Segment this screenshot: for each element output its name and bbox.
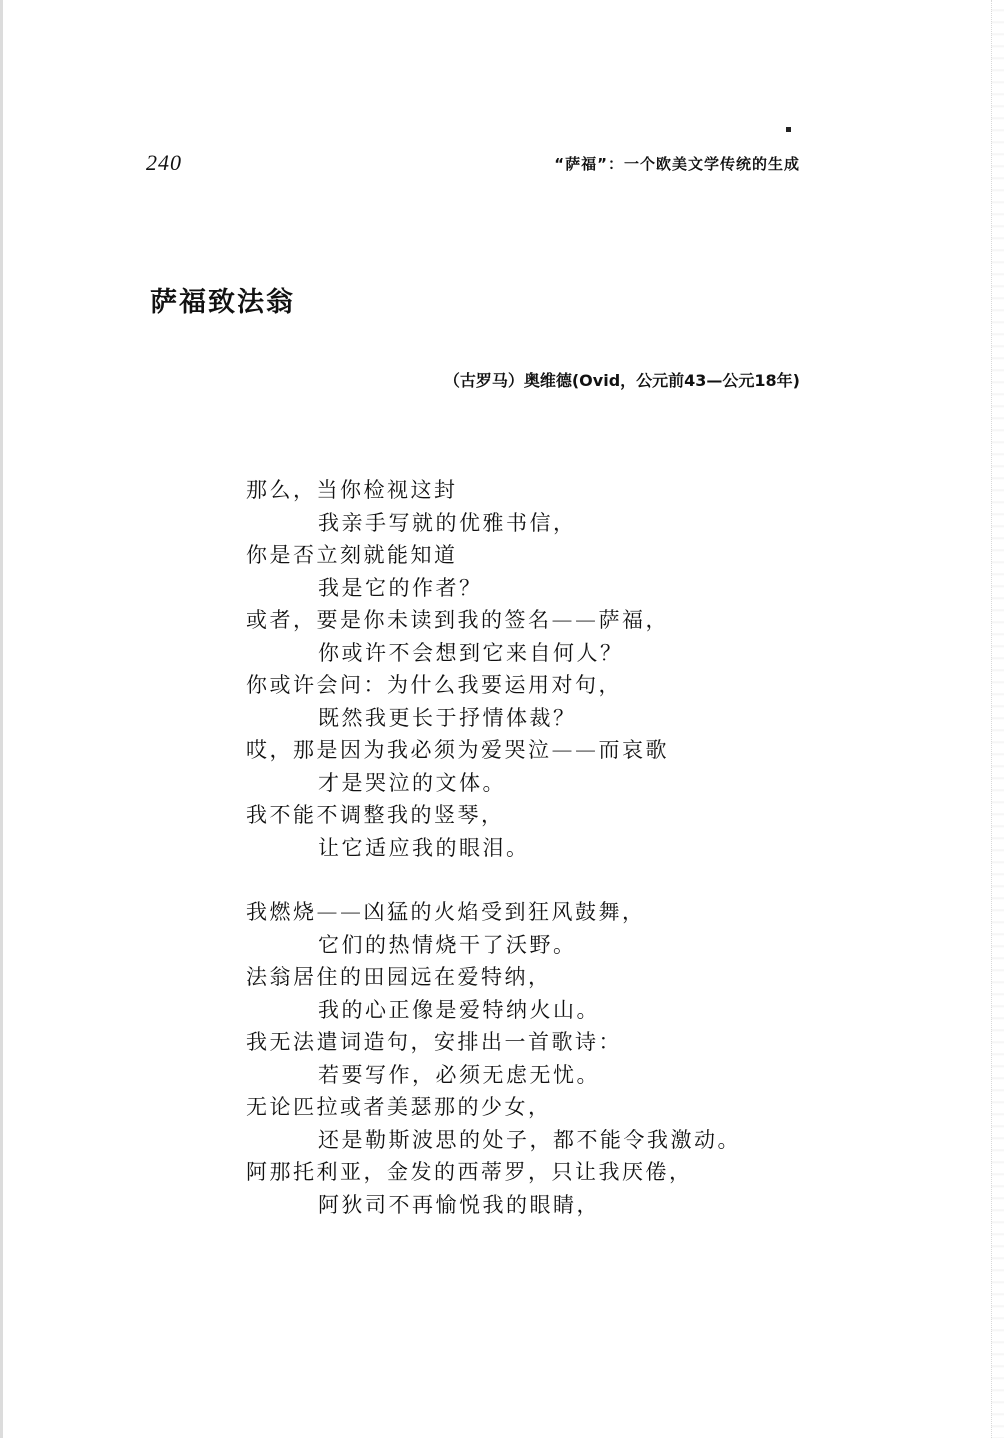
poem-line: 我不能不调整我的竖琴， — [246, 803, 505, 827]
scan-left-edge — [0, 0, 3, 1438]
poem-line: 我是它的作者？ — [318, 575, 483, 600]
poem-line: 让它适应我的眼泪。 — [318, 835, 530, 860]
poem-line: 我燃烧——凶猛的火焰受到狂风鼓舞， — [246, 900, 646, 924]
poem-attribution: （古罗马）奥维德(Ovid，公元前43—公元18年) — [443, 371, 800, 390]
poem-title: 萨福致法翁 — [150, 287, 295, 318]
poem-line: 还是勒斯波思的处子，都不能令我激动。 — [318, 1127, 741, 1152]
poem-line: 你是否立刻就能知道 — [246, 543, 458, 567]
poem-line: 你或许会问：为什么我要运用对句， — [246, 673, 622, 697]
poem-line: 阿那托利亚，金发的西蒂罗，只让我厌倦， — [246, 1160, 693, 1184]
stanza-1 — [246, 474, 786, 864]
scan-right-edge — [991, 0, 1004, 1438]
running-title: “萨福”：一个欧美文学传统的生成 — [554, 155, 800, 173]
poem-line: 它们的热情烧干了沃野。 — [318, 932, 577, 957]
poem-line: 我亲手写就的优雅书信， — [318, 510, 577, 535]
scan-noise — [580, 1420, 800, 1434]
running-header — [146, 150, 800, 178]
poem-line: 我无法遣词造句，安排出一首歌诗： — [246, 1030, 622, 1054]
poem-line: 你或许不会想到它来自何人？ — [318, 640, 624, 665]
poem-line: 或者，要是你未读到我的签名——萨福， — [246, 608, 669, 632]
poem-line: 无论匹拉或者美瑟那的少女， — [246, 1095, 552, 1119]
poem-line: 若要写作，必须无虑无忧。 — [318, 1062, 600, 1087]
poem-line: 我的心正像是爱特纳火山。 — [318, 997, 600, 1022]
page-number: 240 — [146, 150, 182, 175]
poem-line: 阿狄司不再愉悦我的眼睛， — [318, 1192, 600, 1217]
scan-artifact-dot — [786, 127, 791, 132]
poem-line: 法翁居住的田园远在爱特纳， — [246, 965, 552, 989]
poem-body — [246, 474, 786, 1221]
poem-line: 既然我更长于抒情体裁？ — [318, 705, 577, 730]
poem-line: 哎，那是因为我必须为爱哭泣——而哀歌 — [246, 738, 669, 762]
stanza-2 — [246, 896, 786, 1221]
poem-line: 那么，当你检视这封 — [246, 478, 458, 502]
poem-line: 才是哭泣的文体。 — [318, 770, 506, 795]
